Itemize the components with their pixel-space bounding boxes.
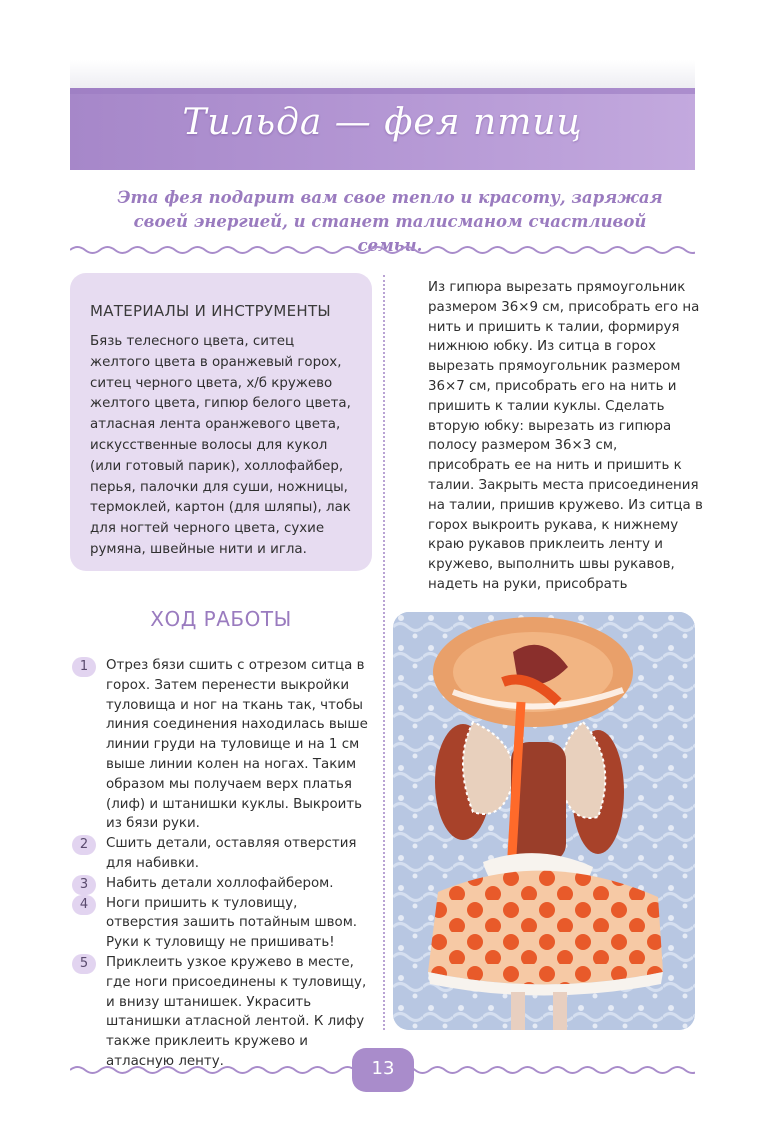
right-column-text: Из гипюра вырезать прямоугольник размером 36×9 см, присобрать его на нить и пришить к талии, формируя нижнюю юбку. Из ситца в горох вырезать прямоугольник размером 36×7 см, присобрать его на нить и пришить к талии куклы. Сделать вторую юбку: вырезать из гипюра полосу размером 36×3 см, присобрать ее на нить и пришить к талии. Закрыть места присоединения на талии, пришив кружево. Из ситца в горох выкроить рукава, к нижнему краю рукавов приклеить ленту и кружево, выполнить швы рукавов, надеть на руки, присобрать — [428, 280, 703, 592]
step-number-badge: 3 — [72, 875, 96, 895]
doll-illustration — [393, 612, 695, 1030]
title-band-accent — [70, 88, 695, 94]
materials-heading: МАТЕРИАЛЫ И ИНСТРУМЕНТЫ — [90, 302, 331, 320]
page-number: 13 — [371, 1058, 395, 1079]
step-text: Ноги пришить к туловищу, отверстия зашить потайным швом. Руки к туловищу не пришивать! — [106, 895, 358, 951]
subtitle: Эта фея подарит вам свое тепло и красоту, заряжая своей энергией, и станет талисманом счастливой семьи. — [117, 188, 663, 255]
step-number-badge: 5 — [72, 954, 96, 974]
top-wave-divider — [70, 244, 695, 256]
step-item — [72, 656, 372, 834]
page-number-badge — [352, 1048, 414, 1092]
page-title: Тильда — фея птиц — [182, 102, 583, 143]
step-number-badge: 1 — [72, 657, 96, 677]
step-item — [72, 953, 372, 1072]
doll-photo — [393, 612, 695, 1030]
title-band — [70, 88, 695, 170]
step-number-badge: 2 — [72, 835, 96, 855]
step-text: Сшить детали, оставляя отверстия для набивки. — [106, 836, 357, 871]
step-item — [72, 874, 372, 894]
steps-list — [72, 656, 372, 1072]
step-item — [72, 834, 372, 874]
work-heading: ХОД РАБОТЫ — [150, 607, 292, 631]
step-text: Набить детали холлофайбером. — [106, 875, 334, 891]
step-item — [72, 894, 372, 953]
step-text: Отрез бязи сшить с отрезом ситца в горох. Затем перенести выкройки туловища и ног на ткань так, чтобы линия соединения находилась выше линии груди на туловище и на 1 см выше линии колен на ногах. Таким образом мы получаем верх платья (лиф) и штанишки куклы. Выкроить из бязи руки. — [106, 658, 368, 832]
header-shadow — [70, 60, 695, 88]
step-text: Приклеить узкое кружево в месте, где ноги присоединены к туловищу, и внизу штанишек. Украсить штанишки атласной лентой. К лифу также приклеить кружево и атласную ленту. — [106, 954, 367, 1069]
column-divider — [383, 275, 385, 1030]
materials-text: Бязь телесного цвета, ситец желтого цвета в оранжевый горох, ситец черного цвета, х/б кружево желтого цвета, гипюр белого цвета, атласная лента оранжевого цвета, искусственные волосы для кукол (или готовый парик), холлофайбер, перья, палочки для суши, ножницы, термоклей, картон (для шляпы), лак для ногтей черного цвета, сухие румяна, швейные нити и игла. — [90, 334, 351, 557]
step-number-badge: 4 — [72, 895, 96, 915]
